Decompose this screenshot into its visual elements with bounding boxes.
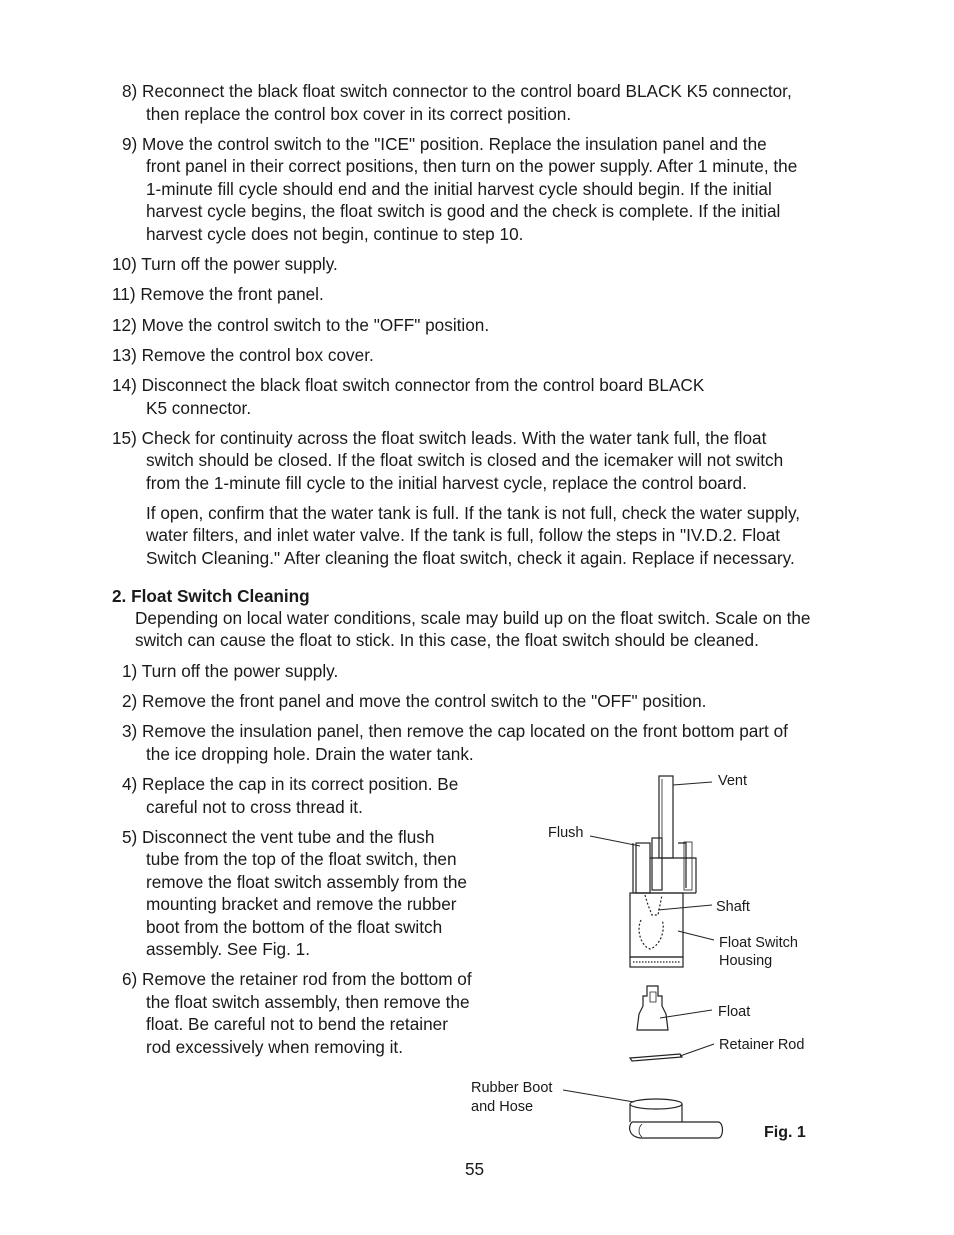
step-10: 10) Turn off the power supply. [112,254,338,274]
clean-step-2: 2) Remove the front panel and move the control switch to the "OFF" position. [122,691,707,711]
label-retainer-rod: Retainer Rod [719,1037,805,1053]
label-rubber-boot-line-1: Rubber Boot [471,1080,553,1096]
step-15-line-3: from the 1-minute fill cycle to the initial harvest cycle, replace the control board. [146,473,747,493]
label-rubber-boot-line-2: and Hose [471,1099,534,1115]
step-15-line-1: 15) Check for continuity across the float switch leads. With the water tank full, the float [112,428,767,448]
step-8-line-2: then replace the control box cover in its correct position. [146,104,572,124]
clean-step-3-line-2: the ice dropping hole. Drain the water tank. [146,744,474,764]
step-15-note-line-1: If open, confirm that the water tank is full. If the tank is not full, check the water supply, [146,503,801,523]
step-8-line-1: 8) Reconnect the black float switch connector to the control board BLACK K5 connector, [122,81,792,101]
clean-step-6-line-2: the float switch assembly, then remove the [146,992,470,1012]
page-number: 55 [465,1159,485,1179]
label-vent: Vent [718,773,748,789]
step-15-note-line-2: water filters, and inlet water valve. If the tank is full, follow the steps in "IV.D.2. Float [146,525,781,545]
clean-step-3-line-1: 3) Remove the insulation panel, then remove the cap located on the front bottom part of [122,721,788,741]
section-intro-line-2: switch can cause the float to stick. In this case, the float switch should be cleaned. [135,630,759,650]
step-9-line-4: harvest cycle begins, the float switch is good and the check is complete. If the initial [146,201,781,221]
label-housing-line-1: Float Switch [719,935,798,951]
section-intro-line-1: Depending on local water conditions, scale may build up on the float switch. Scale on the [135,608,811,628]
label-shaft: Shaft [716,899,750,915]
clean-step-5-line-4: mounting bracket and remove the rubber [146,894,457,914]
step-12: 12) Move the control switch to the "OFF" position. [112,315,490,335]
clean-step-6-line-3: float. Be careful not to bend the retainer [146,1014,448,1034]
clean-step-5-line-1: 5) Disconnect the vent tube and the flush [122,827,435,847]
clean-step-5-line-6: assembly. See Fig. 1. [146,939,310,959]
clean-step-5-line-2: tube from the top of the float switch, then [146,849,457,869]
section-heading: 2. Float Switch Cleaning [112,586,310,606]
step-9-line-5: harvest cycle does not begin, continue to step 10. [146,224,524,244]
clean-step-5-line-3: remove the float switch assembly from the [146,872,467,892]
clean-step-6-line-4: rod excessively when removing it. [146,1037,403,1057]
step-13: 13) Remove the control box cover. [112,345,374,365]
label-flush: Flush [548,825,584,841]
step-14-line-2: K5 connector. [146,398,252,418]
clean-step-4-line-2: careful not to cross thread it. [146,797,363,817]
step-15-note-line-3: Switch Cleaning." After cleaning the float switch, check it again. Replace if necessary. [146,548,795,568]
step-9-line-3: 1-minute fill cycle should end and the initial harvest cycle should begin. If the initial [146,179,772,199]
clean-step-4-line-1: 4) Replace the cap in its correct position. Be [122,774,459,794]
clean-step-5-line-5: boot from the bottom of the float switch [146,917,443,937]
step-9-line-2: front panel in their correct positions, then turn on the power supply. After 1 minute, the [146,156,798,176]
clean-step-1: 1) Turn off the power supply. [122,661,339,681]
label-housing-line-2: Housing [719,953,773,969]
step-11: 11) Remove the front panel. [112,284,324,304]
step-9-line-1: 9) Move the control switch to the "ICE" position. Replace the insulation panel and the [122,134,767,154]
figure-caption: Fig. 1 [764,1124,806,1141]
step-15-line-2: switch should be closed. If the float switch is closed and the icemaker will not switch [146,450,784,470]
label-float: Float [718,1004,751,1020]
step-14-line-1: 14) Disconnect the black float switch connector from the control board BLACK [112,375,705,395]
clean-step-6-line-1: 6) Remove the retainer rod from the bottom of [122,969,472,989]
